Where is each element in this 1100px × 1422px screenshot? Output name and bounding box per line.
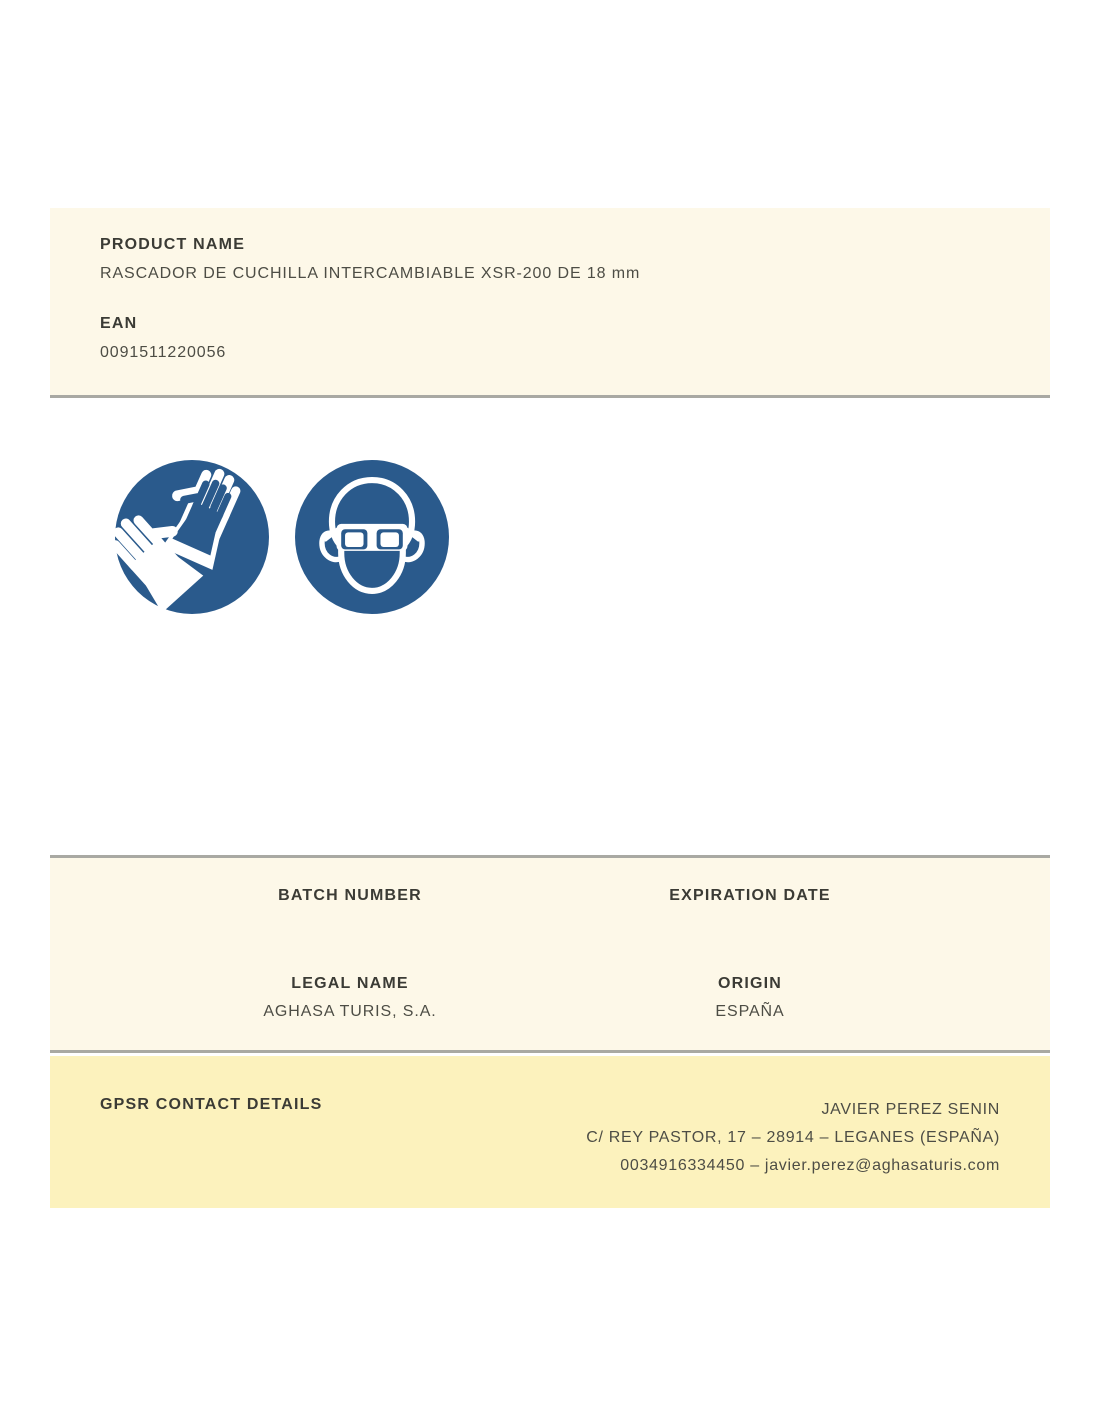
- product-name-label: PRODUCT NAME: [100, 236, 246, 253]
- safety-icons-row: [115, 460, 449, 614]
- wear-protective-gloves-icon: [115, 460, 269, 614]
- wear-eye-protection-icon: [295, 460, 449, 614]
- ean-value: 0091511220056: [100, 344, 227, 361]
- batch-legal-left-column: [150, 858, 550, 1050]
- gpsr-contact-label: GPSR CONTACT DETAILS: [100, 1096, 323, 1113]
- gpsr-contact-name: JAVIER PEREZ SENIN: [821, 1101, 1000, 1118]
- ean-label: EAN: [100, 315, 138, 332]
- legal-name-field: [263, 975, 436, 1021]
- batch-legal-right-column: [550, 858, 950, 1050]
- expiration-date-label: EXPIRATION DATE: [669, 887, 831, 904]
- gpsr-contact-details: [586, 1096, 1000, 1180]
- gpsr-contact-section: [50, 1056, 1050, 1208]
- product-name-field: [100, 236, 1000, 283]
- product-name-value: RASCADOR DE CUCHILLA INTERCAMBIABLE XSR-200 DE 18 mm: [100, 265, 641, 282]
- legal-name-value: AGHASA TURIS, S.A.: [263, 1003, 437, 1020]
- batch-legal-section: [50, 855, 1050, 1053]
- gpsr-contact-phone-email: 0034916334450 – javier.perez@aghasaturis.com: [620, 1157, 1000, 1174]
- legal-name-label: LEGAL NAME: [291, 975, 409, 992]
- origin-value: ESPAÑA: [715, 1003, 785, 1020]
- ean-field: [100, 315, 1000, 362]
- origin-field: [715, 975, 784, 1021]
- product-info-section: [50, 208, 1050, 398]
- gpsr-contact-address: C/ REY PASTOR, 17 – 28914 – LEGANES (ESPAÑA): [586, 1129, 1000, 1146]
- batch-number-label: BATCH NUMBER: [278, 887, 422, 904]
- origin-label: ORIGIN: [717, 975, 783, 992]
